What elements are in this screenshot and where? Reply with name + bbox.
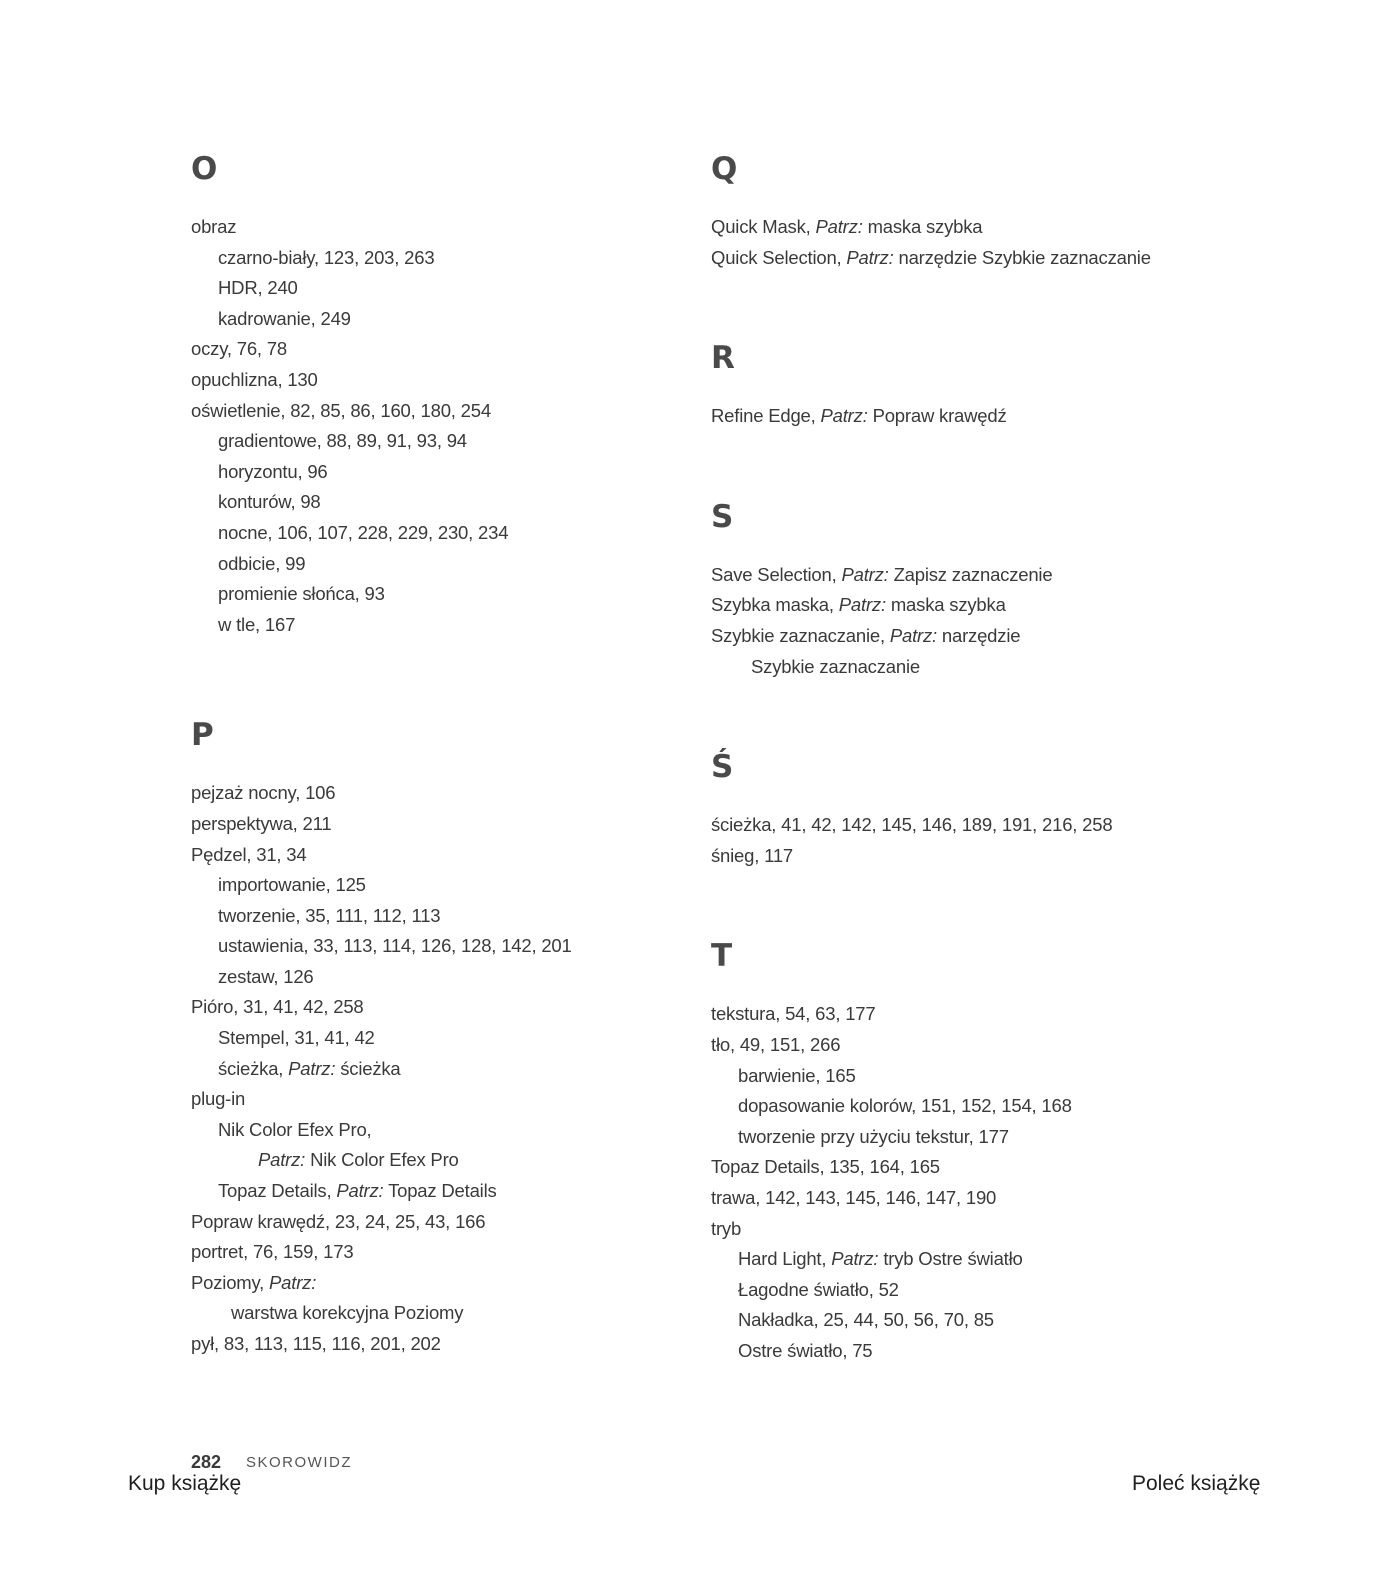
index-entry (191, 426, 671, 457)
index-entry (711, 401, 1311, 432)
entry-text: horyzontu, 96 (218, 460, 328, 482)
index-entry (711, 652, 1311, 683)
index-entry (191, 778, 671, 809)
entry-text: kadrowanie, 249 (218, 307, 351, 329)
index-column-right (711, 148, 1311, 1366)
index-section (711, 935, 1311, 1366)
index-entry (711, 621, 1311, 652)
reference-target: Nik Color Efex Pro (305, 1149, 459, 1171)
index-entry (191, 931, 671, 962)
entry-text: nocne, 106, 107, 228, 229, 230, 234 (218, 521, 509, 543)
entry-text: plug-in (191, 1088, 246, 1110)
section-letter: R (711, 340, 735, 377)
reference-target: Popraw krawędź (867, 405, 1007, 427)
entry-text: ścieżka, 41, 42, 142, 145, 146, 189, 191, 216, 258 (711, 814, 1113, 836)
index-entry (191, 579, 671, 610)
see-reference: Patrz: (258, 1149, 306, 1171)
entry-text: Stempel, 31, 41, 42 (218, 1027, 375, 1049)
section-spacer (191, 640, 671, 714)
index-entry (191, 273, 671, 304)
entry-text: zestaw, 126 (218, 965, 314, 987)
entry-text: warstwa korekcyjna Poziomy (231, 1302, 464, 1324)
entry-text: dopasowanie kolorów, 151, 152, 154, 168 (738, 1095, 1072, 1117)
see-reference: Patrz: (336, 1180, 384, 1202)
reference-target: maska szybka (885, 594, 1006, 616)
index-entry (191, 1329, 671, 1360)
entry-text: HDR, 240 (218, 277, 298, 299)
entry-text: Pióro, 31, 41, 42, 258 (191, 996, 364, 1018)
index-entry (191, 610, 671, 641)
index-entry (191, 549, 671, 580)
index-entry (191, 457, 671, 488)
index-entry (191, 901, 671, 932)
index-entry (191, 1054, 671, 1085)
entry-text: obraz (191, 216, 237, 237)
index-entry (191, 962, 671, 993)
entry-text: śnieg, 117 (711, 844, 793, 866)
entry-text: opuchlizna, 130 (191, 368, 318, 390)
entry-text: Szybkie zaznaczanie (751, 655, 920, 677)
section-letter: P (191, 717, 214, 754)
section-letter: S (711, 498, 734, 535)
entry-text: Nik Color Efex Pro, (218, 1118, 372, 1140)
entry-text: ścieżka, (218, 1057, 289, 1079)
reference-target: tryb Ostre światło (878, 1248, 1023, 1270)
see-reference: Patrz: (269, 1271, 317, 1293)
index-entry (711, 841, 1311, 872)
buy-book-link[interactable]: Kup książkę (128, 1472, 242, 1495)
index-entry (191, 870, 671, 901)
index-entry (191, 365, 671, 396)
reference-target: narzędzie (936, 624, 1021, 646)
section-letter: T (711, 938, 733, 975)
entry-text: czarno-biały, 123, 203, 263 (218, 246, 435, 268)
section-label: SKOROWIDZ (246, 1454, 352, 1471)
entry-text: tworzenie przy użyciu tekstur, 177 (738, 1125, 1009, 1147)
index-entry (711, 1122, 1311, 1153)
index-entry (711, 1091, 1311, 1122)
entry-text: Quick Selection, (711, 246, 847, 268)
recommend-book-link[interactable]: Poleć książkę (1132, 1472, 1261, 1495)
see-reference: Patrz: (838, 594, 886, 616)
index-entry (711, 1214, 1311, 1245)
entry-text: Poziomy, (191, 1271, 270, 1293)
index-entry (191, 1176, 671, 1207)
section-letter: Q (711, 151, 738, 187)
reference-target: narzędzie Szybkie zaznaczanie (893, 246, 1151, 268)
index-entry (191, 840, 671, 871)
entry-text: Refine Edge, (711, 405, 821, 427)
entry-text: Topaz Details, 135, 164, 165 (711, 1156, 940, 1178)
index-entry (191, 1237, 671, 1268)
index-entry (191, 304, 671, 335)
index-entry (191, 1207, 671, 1238)
index-entry (191, 1268, 671, 1299)
entry-text: oczy, 76, 78 (191, 338, 287, 360)
section-spacer (711, 682, 1311, 746)
section-spacer (711, 871, 1311, 935)
index-entry (191, 487, 671, 518)
see-reference: Patrz: (815, 216, 863, 237)
index-entry (711, 1061, 1311, 1092)
index-entry (711, 1305, 1311, 1336)
entry-text: Pędzel, 31, 34 (191, 843, 307, 865)
section-letter: Ś (711, 749, 734, 786)
index-entry (711, 1244, 1311, 1275)
index-entry (191, 1084, 671, 1115)
index-entry (711, 212, 1311, 243)
entry-text: importowanie, 125 (218, 874, 366, 896)
entry-text: gradientowe, 88, 89, 91, 93, 94 (218, 430, 467, 452)
entry-text: tło, 49, 151, 266 (711, 1033, 841, 1055)
entry-text: portret, 76, 159, 173 (191, 1241, 354, 1263)
see-reference: Patrz: (841, 563, 889, 585)
entry-text: trawa, 142, 143, 145, 146, 147, 190 (711, 1186, 997, 1208)
index-entry (711, 1183, 1311, 1214)
section-spacer (711, 273, 1311, 337)
index-entry (191, 1115, 671, 1146)
index-entry (191, 396, 671, 427)
entry-text: Save Selection, (711, 563, 842, 585)
index-entry (191, 212, 671, 243)
index-entry (711, 810, 1311, 841)
see-reference: Patrz: (846, 246, 894, 268)
entry-text: tekstura, 54, 63, 177 (711, 1003, 876, 1025)
index-column-left (191, 148, 671, 1360)
section-letter: O (191, 151, 218, 187)
index-section (711, 496, 1311, 682)
entry-text: Quick Mask, (711, 216, 816, 237)
index-entry (191, 243, 671, 274)
index-entry (711, 590, 1311, 621)
entry-text: Ostre światło, 75 (738, 1339, 873, 1361)
entry-text: oświetlenie, 82, 85, 86, 160, 180, 254 (191, 399, 491, 421)
section-spacer (711, 432, 1311, 496)
index-entry (711, 1275, 1311, 1306)
index-entry (191, 1298, 671, 1329)
reference-target: Zapisz zaznaczenie (888, 563, 1053, 585)
entry-text: pejzaż nocny, 106 (191, 782, 336, 804)
entry-text: promienie słońca, 93 (218, 583, 385, 605)
index-section (191, 148, 671, 640)
index-entry (711, 560, 1311, 591)
entry-text: perspektywa, 211 (191, 812, 332, 834)
reference-target: Topaz Details (383, 1180, 497, 1202)
index-entry (711, 1152, 1311, 1183)
index-entry (191, 518, 671, 549)
index-entry (191, 1023, 671, 1054)
index-section (191, 714, 671, 1359)
entry-text: Nakładka, 25, 44, 50, 56, 70, 85 (738, 1309, 994, 1331)
index-entry (191, 334, 671, 365)
see-reference: Patrz: (288, 1057, 336, 1079)
reference-target: maska szybka (862, 216, 983, 237)
reference-target: ścieżka (335, 1057, 401, 1079)
entry-text: odbicie, 99 (218, 552, 306, 574)
index-section (711, 337, 1311, 432)
entry-text: ustawienia, 33, 113, 114, 126, 128, 142, 201 (218, 935, 572, 957)
index-entry (711, 1336, 1311, 1367)
entry-text: barwienie, 165 (738, 1064, 856, 1086)
index-entry (191, 809, 671, 840)
entry-text: Popraw krawędź, 23, 24, 25, 43, 166 (191, 1210, 486, 1232)
entry-text: Szybkie zaznaczanie, (711, 624, 890, 646)
entry-text: Topaz Details, (218, 1180, 337, 1202)
index-section (711, 148, 1311, 273)
entry-text: Szybka maska, (711, 594, 839, 616)
index-entry (191, 992, 671, 1023)
entry-text: w tle, 167 (218, 613, 296, 635)
page-number: 282 (191, 1452, 222, 1472)
entry-text: konturów, 98 (218, 491, 321, 513)
index-entry (711, 1030, 1311, 1061)
index-entry (711, 243, 1311, 274)
entry-text: tworzenie, 35, 111, 112, 113 (218, 904, 441, 926)
entry-text: tryb (711, 1217, 742, 1239)
entry-text: pył, 83, 113, 115, 116, 201, 202 (191, 1333, 441, 1354)
see-reference: Patrz: (889, 624, 937, 646)
see-reference: Patrz: (820, 405, 868, 427)
index-entry (711, 999, 1311, 1030)
see-reference: Patrz: (831, 1248, 879, 1270)
entry-text: Łagodne światło, 52 (738, 1278, 899, 1300)
index-section (711, 746, 1311, 871)
index-entry (191, 1145, 671, 1176)
entry-text: Hard Light, (738, 1248, 832, 1270)
